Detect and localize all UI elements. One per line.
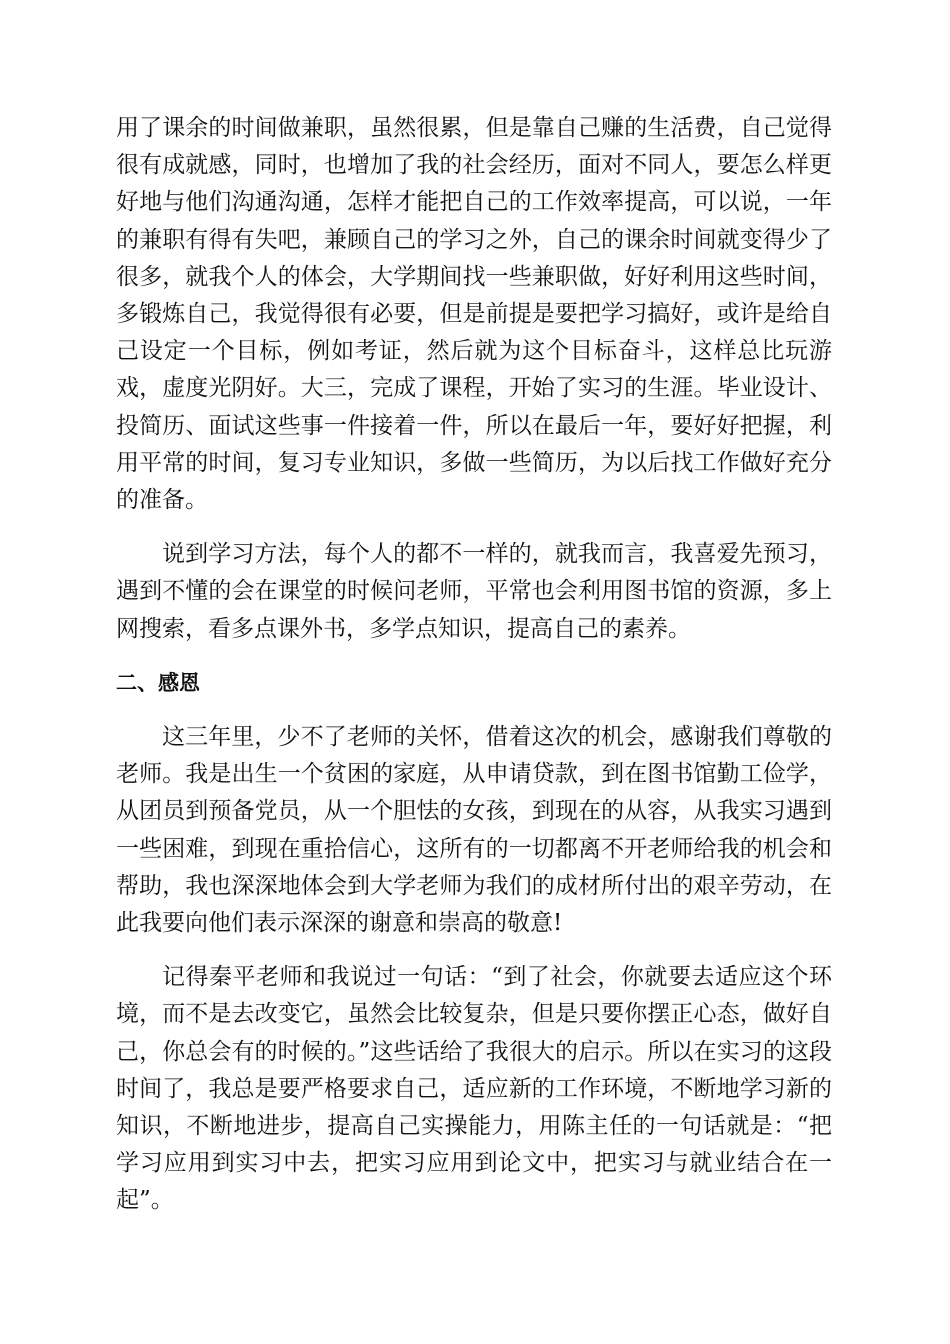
- paragraph-teacher-advice: 记得秦平老师和我说过一句话：“到了社会，你就要去适应这个环境，而不是去改变它，虽然会比较复杂，但是只要你摆正心态，做好自己，你总会有的时候的。”这些话给了我很大的启示。所以在实习的这段时间了，我总是要严格要求自己，适应新的工作环境，不断地学习新的知识，不断地进步，提高自己实操能力，用陈主任的一句话就是：“把学习应用到实习中去，把实习应用到论文中，把实习与就业结合在一起”。: [116, 964, 832, 1214]
- paragraph-part-time-job: 用了课余的时间做兼职，虽然很累，但是靠自己赚的生活费，自己觉得很有成就感，同时，也增加了我的社会经历，面对不同人，要怎么样更好地与他们沟通沟通，怎样才能把自己的工作效率提高，可以说，一年的兼职有得有失吧，兼顾自己的学习之外，自己的课余时间就变得少了很多，就我个人的体会，大学期间找一些兼职做，好好利用这些时间，多锻炼自己，我觉得很有必要，但是前提是要把学习搞好，或许是给自己设定一个目标，例如考证，然后就为这个目标奋斗，这样总比玩游戏，虚度光阴好。大三，完成了课程，开始了实习的生涯。毕业设计、投简历、面试这些事一件接着一件，所以在最后一年，要好好把握，利用平常的时间，复习专业知识，多做一些简历，为以后找工作做好充分的准备。: [116, 115, 832, 514]
- paragraph-thanks-teachers: 这三年里，少不了老师的关怀，借着这次的机会，感谢我们尊敬的老师。我是出生一个贫困的家庭，从申请贷款，到在图书馆勤工俭学，从团员到预备党员，从一个胆怯的女孩，到现在的从容，从我实习遇到一些困难，到现在重拾信心，这所有的一切都离不开老师给我的机会和帮助，我也深深地体会到大学老师为我们的成材所付出的艰辛劳动，在此我要向他们表示深深的谢意和崇高的敬意!: [116, 724, 832, 937]
- section-heading-gratitude: 二、感恩: [116, 670, 200, 695]
- paragraph-study-method: 说到学习方法，每个人的都不一样的，就我而言，我喜爱先预习，遇到不懂的会在课堂的时候问老师，平常也会利用图书馆的资源，多上网搜索，看多点课外书，多学点知识，提高自己的素养。: [116, 541, 832, 642]
- document-page: [116, 110, 832, 1220]
